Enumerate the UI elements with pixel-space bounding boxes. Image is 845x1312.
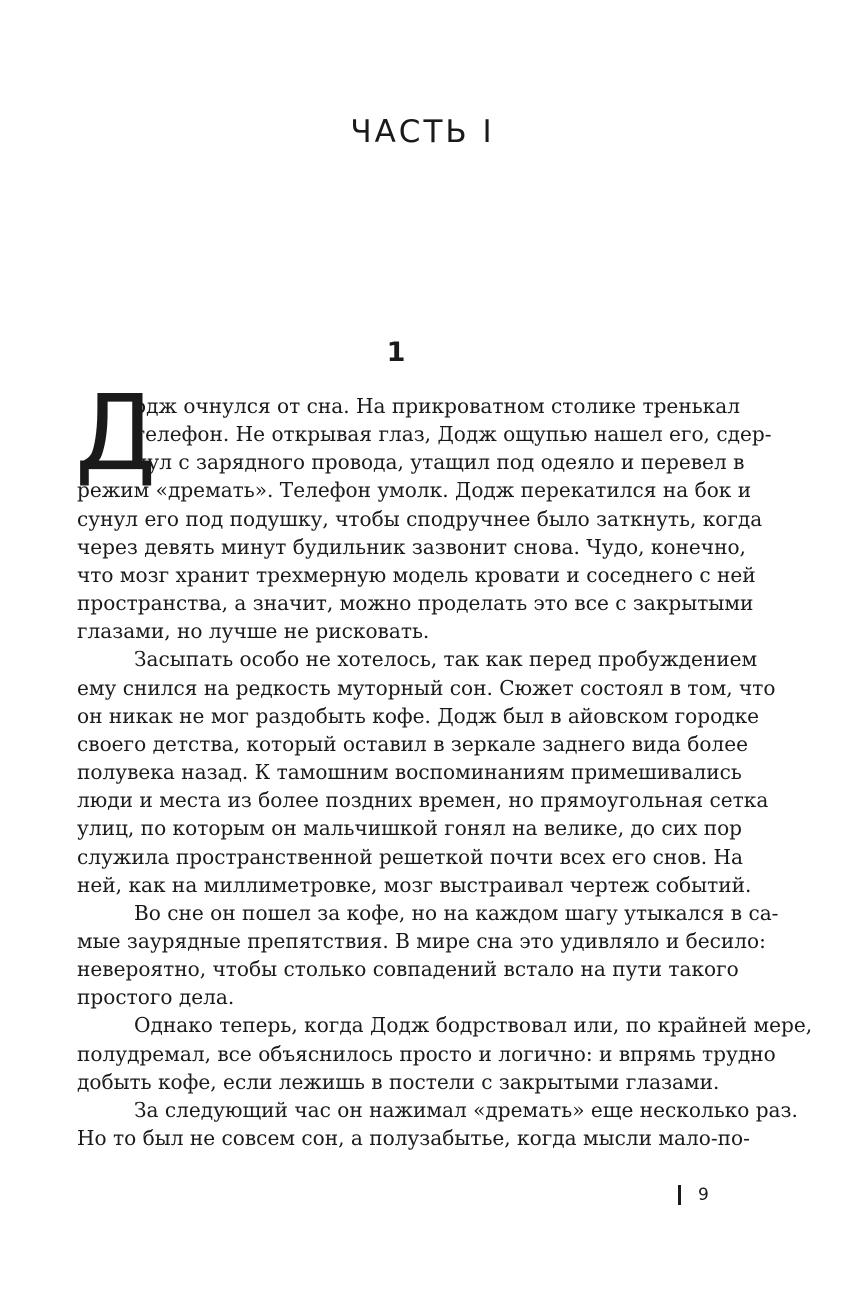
text-line: невероятно, чтобы столько совпадений встало на пути такого bbox=[77, 957, 739, 982]
text-line: Но то был не совсем сон, а полузабытье, когда мысли мало-по- bbox=[77, 1126, 750, 1151]
text-line: ней, как на миллиметровке, мозг выстраивал чертеж событий. bbox=[77, 872, 752, 897]
chapter-number: 1 bbox=[386, 337, 406, 368]
text-line: глазами, но лучше не рисковать. bbox=[77, 619, 430, 644]
page-number: 9 bbox=[698, 1185, 709, 1205]
text-line: простого дела. bbox=[77, 985, 235, 1010]
text-line: Во сне он пошел за кофе, но на каждом шагу утыкался в са- bbox=[134, 900, 779, 925]
text-line: добыть кофе, если лежишь в постели с закрытыми глазами. bbox=[77, 1069, 720, 1094]
text-line: люди и места из более поздних времен, но прямоугольная сетка bbox=[77, 788, 769, 813]
text-line: он никак не мог раздобыть кофе. Додж был в айовском городке bbox=[77, 703, 760, 728]
text-line: мые заурядные препятствия. В мире сна это удивляло и бесило: bbox=[77, 928, 766, 953]
text-line: Однако теперь, когда Додж бодрствовал или, по крайней мере, bbox=[134, 1013, 813, 1038]
text-line: сунул его под подушку, чтобы сподручнее было заткнуть, когда bbox=[77, 506, 763, 531]
text-line: через девять минут будильник зазвонит снова. Чудо, конечно, bbox=[77, 534, 746, 559]
text-line: своего детства, который оставил в зеркале заднего вида более bbox=[77, 731, 748, 756]
text-line: служила пространственной решеткой почти всех его снов. На bbox=[77, 844, 744, 869]
text-line: пространства, а значит, можно проделать это все с закрытыми bbox=[77, 591, 754, 616]
text-line: ему снился на редкость муторный сон. Сюжет состоял в том, что bbox=[77, 675, 776, 700]
text-line: полувека назад. К тамошним воспоминаниям примешивались bbox=[77, 760, 742, 785]
drop-cap: Д bbox=[75, 372, 157, 494]
text-line: За следующий час он нажимал «дремать» еще несколько раз. bbox=[134, 1097, 798, 1122]
text-line: улиц, по которым он мальчишкой гонял на велике, до сих пор bbox=[77, 816, 743, 841]
text-line: что мозг хранит трехмерную модель кровати и соседнего с ней bbox=[77, 562, 756, 587]
part-title: ЧАСТЬ I bbox=[350, 114, 495, 150]
body-text bbox=[77, 392, 813, 1152]
text-line: полудремал, все объяснилось просто и логично: и впрямь трудно bbox=[77, 1041, 776, 1066]
text-line: Засыпать особо не хотелось, так как перед пробуждением bbox=[134, 647, 758, 672]
footer-rule bbox=[678, 1185, 681, 1205]
text-line: режим «дремать». Телефон умолк. Додж перекатился на бок и bbox=[77, 478, 752, 503]
text-line: телефон. Не открывая глаз, Додж ощупью нашел его, сдер- bbox=[134, 422, 772, 447]
text-line: нул с зарядного провода, утащил под одеяло и перевел в bbox=[134, 450, 745, 475]
text-line: одж очнулся от сна. На прикроватном столике тренькал bbox=[134, 394, 740, 418]
